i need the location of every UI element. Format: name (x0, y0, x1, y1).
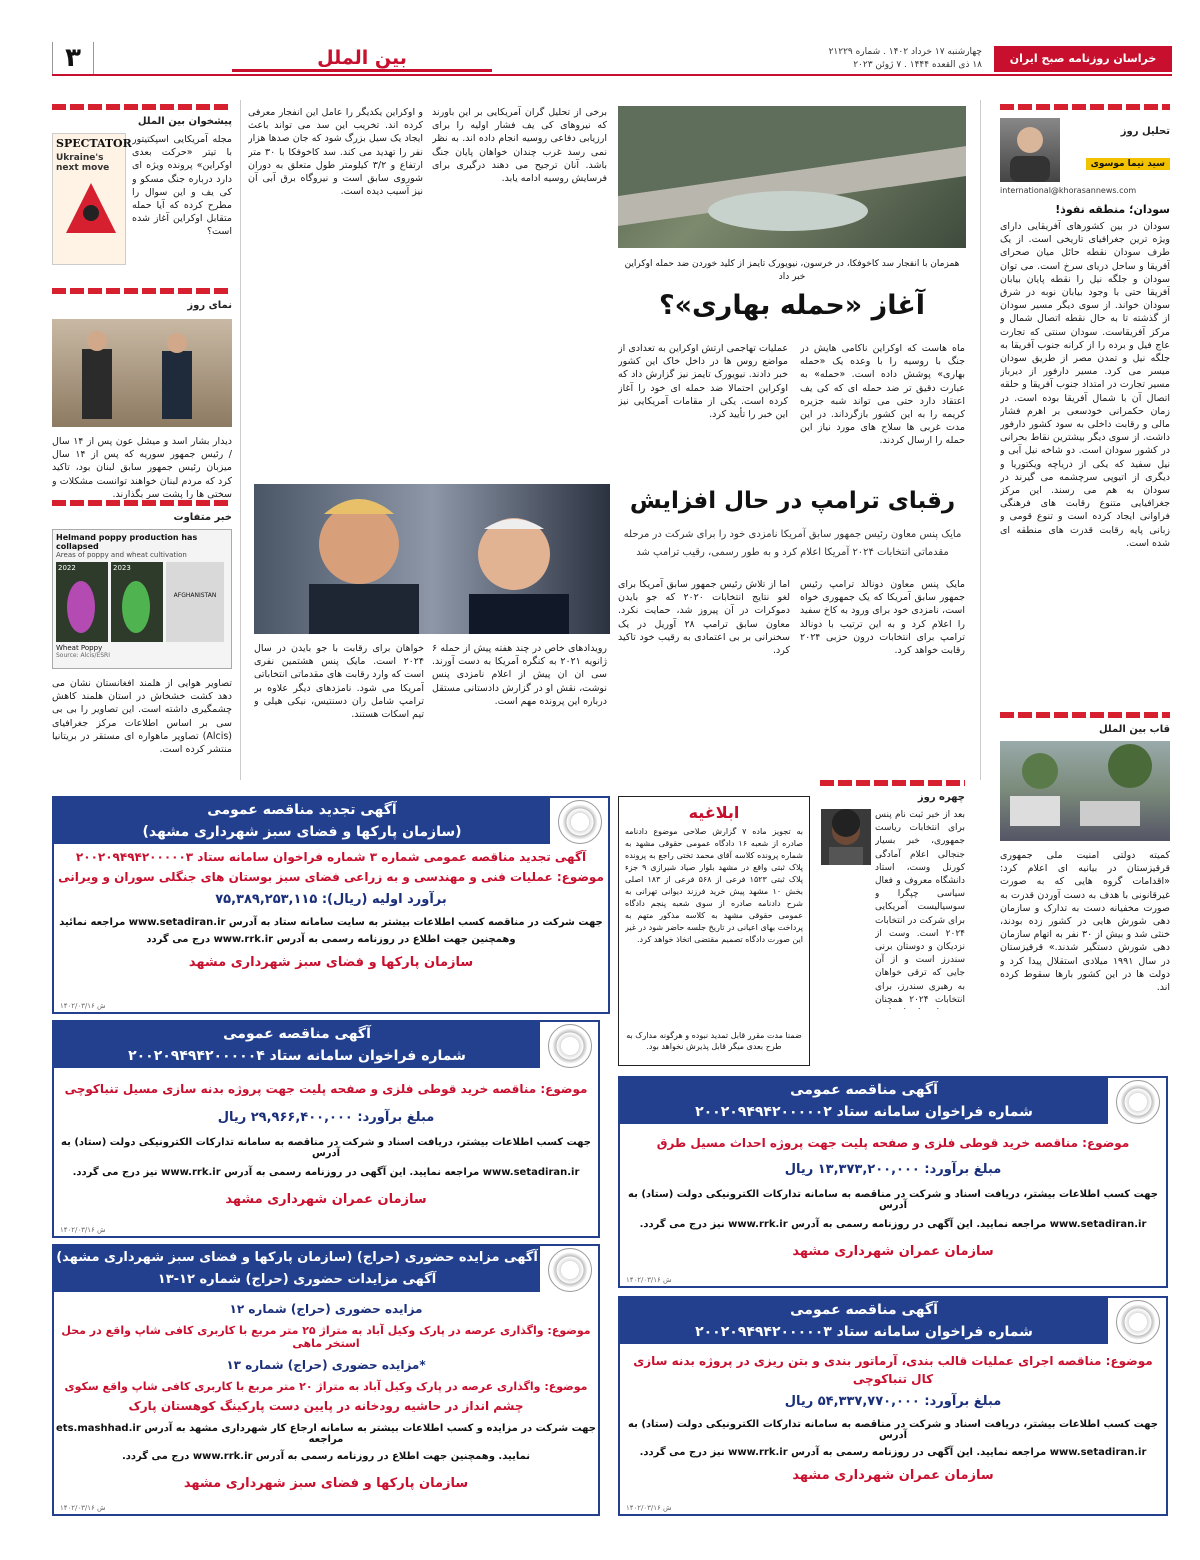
frame-photo (1000, 741, 1170, 841)
press-body: مجله آمریکایی اسپکتیتور با تیتر «حرکت بعدی اوکراین» پرونده ویژه ای دارد درباره جنگ مسکو و کی یف و این سوال را مطرح کرده که آیا حمله متقابل اوکراین آغاز شده است؟ (132, 134, 232, 238)
press-box (52, 104, 232, 283)
frame-box (1000, 712, 1170, 999)
tag-bar (52, 104, 232, 110)
ad-5-title: آگهی مناقصه عمومی (790, 1302, 938, 1318)
face-of-day-tag: چهره روز (917, 792, 965, 803)
date-line-1: چهارشنبه ۱۷ خرداد ۱۴۰۲ . شماره ۲۱۲۲۹ (828, 47, 982, 57)
trump-col-3: رویدادهای خاص در چند هفته پیش از حمله ۶ ژانویه ۲۰۲۱ به کنگره آمریکا به دست آورند. سی ان ان پیش از اعلام نامزدی پنس نوشت، نقش او در گزارش دادستانی مستقل درباره این پرونده مهم است. (432, 643, 607, 707)
ad-tender-3 (618, 1076, 1168, 1288)
ad-3-line-3: *مزایده حضوری (حراج) شماره ۱۳ (226, 1358, 426, 1372)
ad-2-line-1: موضوع: مناقصه خرید قوطی فلزی و صفحه پلیت جهت پروژه بدنه سازی مسیل تنباکوچی (64, 1082, 588, 1096)
page-header (52, 42, 1172, 76)
different-news-box (52, 500, 232, 777)
trump-lead-line-1: مایک پنس معاون رئیس جمهور سابق آمریکا نامزدی خود را برای شرکت در مرحله (623, 529, 962, 540)
analysis-title: سودان؛ منطقه نفوذ! (1055, 203, 1170, 216)
ad-3-line-7: نمایید. وهمچنین جهت اطلاع در روزنامه رسمی به آدرس www.rrk.ir درج می گردد. (121, 1451, 531, 1462)
main-col-1: ماه هاست که اوکراین ناکامی هایش در جنگ با روسیه را با وعده یک «حمله بهاری» پوشش داده است. «حمله» به عبارت دقیق تر ضد حمله ای که کی یف اعتقاد دارد حتی می تواند شبه جزیره کریمه را به این کشور بازگرداند. در این مدت غربی ها سلاح های مورد نیاز این حمله را ارسال کردند. (800, 343, 965, 447)
face-photo (821, 809, 871, 865)
ad-1-title: آگهی تجدید مناقصه عمومی (207, 802, 397, 818)
municipality-emblem-icon (548, 1248, 592, 1292)
ad-4-sign: سازمان عمران شهرداری مشهد (792, 1244, 994, 1259)
ad-5-subtitle: شماره فراخوان سامانه ستاد ۲۰۰۲۰۹۴۹۴۲۰۰۰۰۰۳ (695, 1324, 1033, 1340)
main-headline: آغاز «حمله بهاری»؟ (658, 290, 926, 321)
dam-caption: همزمان با انفجار سد کاخوفکا، در خرسون، نیویورک تایمز از کلید خوردن ضد حمله اوکراین خبر داد (624, 259, 960, 282)
analysis-column (1000, 104, 1170, 660)
column-divider (240, 100, 241, 780)
map-title: Helmand poppy production has collapsed (56, 533, 198, 551)
frame-tag: قاب بین الملل (1098, 724, 1170, 735)
ad-3-subtitle: آگهی مزایدات حضوری (حراج) شماره ۱۲-۱۳ (157, 1272, 437, 1287)
day-view-photo (52, 319, 232, 427)
page-number: ۳ (52, 42, 94, 74)
frame-caption: کمیته دولتی امنیت ملی جمهوری قرقیزستان در بیانیه ای اعلام کرد: «اقدامات گروه هایی که به صورت غیرقانونی با هدف به دست آوردن قدرت به صورت مخفیانه دست به تدارک و سازمان دهی شورش هایی در کشور زده بودند، خنثی شد و بیش از ۳۰ نفر به اتهام سازمان دهی شورش دستگیر شدند.» قرقیزستان در سال ۱۹۹۱ میلادی استقلال پیدا کرد و دولت ها در این کشور بارها سقوط کرده اند. (1000, 850, 1170, 994)
day-view-box (52, 288, 232, 499)
author-email[interactable]: international@khorasannews.com (1000, 186, 1137, 195)
ad-3-line-5: چشم انداز در حاشیه رودخانه در پایین دست پارکینگ کوهستان پارک (128, 1399, 524, 1413)
ad-5-line-4: جهت کسب اطلاعات بیشتر، دریافت اسناد و شرکت در مناقصه به سامانه تدارکات الکترونیکی دولت (ستاد) به آدرس (628, 1419, 1158, 1441)
trump-lead-line-2: مقدماتی انتخابات ۲۰۲۴ آمریکا اعلام کرد و به طور رسمی، رقیب ترامپ شد (636, 547, 949, 558)
column-divider (980, 100, 981, 780)
tag-bar (52, 288, 232, 294)
trump-col-2: اما از تلاش رئیس جمهور سابق آمریکا برای لغو نتایج انتخابات ۲۰۲۰ که جو بایدن دموکرات در آن پیروز شد، حمایت نکرد. معاون سابق ترامپ ۲۸ آوریل در یک سخنرانی بر بی اعتمادی به رقیب خود تاکید کرد. (618, 579, 790, 657)
author-photo (1000, 118, 1060, 182)
ad-2-title: آگهی مناقصه عمومی (223, 1026, 371, 1042)
ad-2-sign: سازمان عمران شهرداری مشهد (225, 1192, 427, 1207)
ad-2-code: ش ۱۴۰۲/۰۳/۱۶ (60, 1226, 106, 1234)
map-year-2: 2023 (113, 564, 131, 572)
ad-3-line-6: جهت شرکت در مزایده و کسب اطلاعات بیشتر به سامانه ارجاع کار شهرداری مشهد به آدرس ets.mashhad.ir مراجعه (56, 1423, 596, 1445)
ad-4-line-1: موضوع: مناقصه خرید قوطی فلزی و صفحه پلیت جهت پروژه احداث مسیل طرق (656, 1136, 1130, 1150)
notice-footer: ضمنا مدت مقرر قابل تمدید نبوده و هرگونه مدارک به طرح بعدی میگر قابل پذیرش نخواهد بود. (626, 1031, 802, 1051)
ad-3-line-4: موضوع: واگذاری عرصه در پارک وکیل آباد به متراژ ۲۰ متر مربع با کاربری کافی شاپ واقع سکوی (64, 1380, 588, 1393)
ad-5-line-3: مبلغ برآورد: ۵۴,۳۳۷,۷۷۰,۰۰۰ ریال (784, 1394, 1002, 1409)
municipality-emblem-icon (558, 800, 602, 844)
press-tag: پیشخوان بین الملل (137, 116, 232, 127)
person-icon (1000, 118, 1060, 182)
ad-5-sign: سازمان عمران شهرداری مشهد (792, 1468, 994, 1483)
ad-1-line-5: وهمچنین جهت اطلاع در روزنامه رسمی به آدرس www.rrk.ir درج می گردد (146, 934, 516, 945)
ad-3-header (54, 1246, 540, 1292)
map-year-1: 2022 (58, 564, 76, 572)
magazine-cover (52, 133, 132, 265)
newspaper-logo: خراسان روزنامه صبح ایران (994, 46, 1172, 72)
ad-1-line-3: برآورد اولیه (ریال): ۷۵,۳۸۹,۲۵۳,۱۱۵ (215, 892, 447, 907)
ad-3-title: آگهی مزایده حضوری (حراج) (سازمان پارکها و فضای سبز شهرداری مشهد) (56, 1250, 538, 1265)
main-col-2: عملیات تهاجمی ارتش اوکراین به تعدادی از مواضع روس ها در داخل خاک این کشور خبر دادند. نیویورک تایمز نیز گزارش داد که اوکراین احتمالا ضد حمله ای خود را آغاز کرده است. یکی از مقامات آمریکایی نیز این خبر را تأیید کرد. (618, 343, 788, 421)
trump-headline: رقبای ترامپ در حال افزایش (629, 488, 956, 514)
magazine-subtitle: Ukraine's next move (56, 153, 110, 173)
ad-1-line-4: جهت شرکت در مناقصه کسب اطلاعات بیشتر به سایت سامانه ستاد به آدرس www.setadiran.ir مراجعه نمائید (59, 917, 603, 928)
notice-box (618, 796, 810, 1066)
ad-tender-4 (618, 1296, 1168, 1516)
map-source: Source: Alcis/ESRI (56, 652, 110, 659)
cover-illustration-icon (56, 173, 122, 243)
date-line-2: ۱۸ ذی القعده ۱۴۴۴ . ۷ ژوئن ۲۰۲۳ (853, 60, 982, 70)
ad-4-line-4: www.setadiran.ir مراجعه نمایید. این آگهی در روزنامه رسمی به آدرس www.rrk.ir نیز درج می گردد. (639, 1219, 1147, 1230)
tag-bar (52, 500, 232, 506)
ad-2-line-4: www.setadiran.ir مراجعه نمایید. این آگهی در روزنامه رسمی به آدرس www.rrk.ir نیز درج می گردد. (72, 1167, 580, 1178)
ad-5-line-5: www.setadiran.ir مراجعه نمایید. این آگهی در روزنامه رسمی به آدرس www.rrk.ir نیز درج می گردد. (639, 1447, 1147, 1458)
ad-1-header (54, 798, 550, 844)
ad-2-line-2: مبلغ برآورد: ۲۹,۹۶۶,۴۰۰,۰۰۰ ریال (217, 1110, 435, 1125)
portraits-image-icon (254, 484, 610, 634)
map-subtitle: Areas of poppy and wheat cultivation (56, 551, 187, 559)
main-col-4: و اوکراین یکدیگر را عامل این انفجار معرفی کرده اند. تخریب این سد می تواند باعث ایجاد یک سیل بزرگ شود که جان صدها هزار نفر را تهدید می کند. سد کاخوفکا با ۳۰ متر ارتفاع و ۳/۲ کیلومتر طول متعلق به دوران شوروی سابق است و نیروگاه برق آبی آن نیز آسیب دیده است. (248, 107, 423, 198)
map-legend: Wheat Poppy (56, 644, 103, 652)
ad-4-title: آگهی مناقصه عمومی (790, 1082, 938, 1098)
ad-3-code: ش ۱۴۰۲/۰۳/۱۶ (60, 1504, 106, 1512)
day-view-tag: نمای روز (187, 300, 232, 311)
tag-bar (1000, 712, 1170, 718)
ad-1-line-2: موضوع: عملیات فنی و مهندسی و به زراعی فضای سبز بوستان های جنگلی سوران و ویرانی (58, 870, 604, 884)
issue-date (829, 46, 982, 72)
ad-4-line-2: مبلغ برآورد: ۱۳,۳۷۳,۲۰۰,۰۰۰ ریال (784, 1162, 1002, 1177)
notice-title: ابلاغیه (688, 803, 740, 822)
map-place: AFGHANISTAN (166, 562, 224, 642)
analysis-body: سودان در بین کشورهای آفریقایی دارای ویژه ترین جغرافیای تاریخی است. از یک طرف سودان نقطه حائل میان صحرای آفریقا و ساحل دریای سرخ است. می توان سودان و جلگه نیل را نقطه پایان بیابان آفریقا حتی با وجود بیابان نوبه در شرق سودان خواند. از سوی دیگر مسیر سودان از گذشته تا به حال نقطه اتصال شمال و مرکز آفریقاست. سودان سنتی که تجارت عاج فیل و برده را از کرانه جنوب آفریقا به جلگه نیل و تمدن مصر از طریق سودان میسر می کرد. مسیر دارفور از دیرباز مسیر تجارت در امتداد جنوب آفریقا و حلقه اتصال آن با شمال آفریقا بوده است. در زمان حکمرانی خودسعی بر اهرم فشار مالی و رقابت داخلی به سود کشور دارفور داشت. از سوی دیگر بیشترین نقاط بحرانی در کشور سودان است. دو شاخه نیل آبی و نیل سفید که یکی از دریاچه ویکتوریا و دیگری از اتیوپی سرچشمه می گیرند در سودان به هم می رسند. این مرکز جغرافیایی متنوع رقابت های فرهنگی فراوانی ایجاد کرده است و تنوع قومی و زبانی پایه رقابت قدرت های منطقه ای شده است. (1000, 221, 1170, 549)
ad-3-line-1: مزایده حضوری (حراج) شماره ۱۲ (229, 1302, 423, 1316)
ad-1-subtitle: (سازمان پارکها و فضای سبز شهرداری مشهد) (142, 824, 462, 840)
municipality-emblem-icon (1116, 1300, 1160, 1344)
ad-tender-2 (52, 1020, 600, 1238)
ad-4-subtitle: شماره فراخوان سامانه ستاد ۲۰۰۲۰۹۴۹۴۲۰۰۰۰۰۲ (695, 1104, 1033, 1120)
map-2022 (56, 562, 108, 642)
ad-5-code: ش ۱۴۰۲/۰۳/۱۶ (626, 1504, 672, 1512)
ad-2-line-3: جهت کسب اطلاعات بیشتر، دریافت اسناد و شرکت در مناقصه به سامانه تدارکات الکترونیکی دولت (ستاد) به آدرس (61, 1137, 591, 1159)
ad-4-header (620, 1078, 1108, 1124)
ad-2-header (54, 1022, 540, 1068)
notice-body: به تجویز ماده ۷ گزارش صلاحی موضوع دادنامه صادره از شعبه ۱۶ دادگاه عمومی حقوقی مشهد به شماره پرونده کلاسه آقای محمد تختی راجع به پرونده پلاک ثبتی واقع در مشهد بلوار صیاد شیرازی ۹ جزء پلاک ثبتی ۱۵۲۳ فرعی از ۵۶۸ فرعی از ۱۸۳ اصلی بخش ۱۰ مشهد پیش خرید فرزند دیوانی تهرانی به شرح دادنامه صادره از سوی شعبه پنجم دادگاه عمومی حقوقی مشهد به کلاسه مذکور متهم به پرداخت بهای اعیانی در تاریخ جلسه حاضر شود در غیر این صورت دادگاه تصمیم مقتضی اتخاذ خواهد کرد. (625, 827, 803, 944)
helmand-map (52, 529, 232, 669)
trump-pence-photo (254, 484, 610, 634)
ad-4-code: ش ۱۴۰۲/۰۳/۱۶ (626, 1276, 672, 1284)
municipality-emblem-icon (548, 1024, 592, 1068)
person-icon (821, 809, 871, 865)
magazine-title: SPECTATOR (56, 137, 132, 150)
trump-lead (620, 526, 965, 562)
tag-bar (1000, 104, 1170, 110)
ad-tender-1 (52, 796, 610, 1014)
ad-3-sign: سازمان پارکها و فضای سبز شهرداری مشهد (183, 1476, 469, 1491)
ad-5-line-1: موضوع: مناقصه اجرای عملیات قالب بندی، آرماتور بندی و بتن ریزی در پروژه بدنه سازی (633, 1354, 1153, 1368)
main-col-3: برخی از تحلیل گران آمریکایی بر این باورند که نیروهای کی یف فشار اولیه را برای ارزیابی دفاعی روسیه انجام داده اند. به نظر نمی رسد غرب چندان خواهان پایان جنگ باشد. آنان ترجیح می دهند درگیری برای فرسایش روسیه ادامه یابد. (432, 107, 607, 185)
meeting-image-icon (52, 319, 232, 427)
dam-image-icon (618, 106, 966, 248)
different-news-tag: خبر متفاوت (173, 512, 232, 523)
ad-3-line-2: موضوع: واگذاری عرصه در پارک وکیل آباد به متراژ ۲۵ متر مربع با کاربری کافی شاپ واقع در محل استخر ماهی (61, 1324, 591, 1350)
day-view-caption: دیدار بشار اسد و میشل عون پس از ۱۴ سال / رئیس جمهور سوریه که پس از ۱۴ سال میزبان رئیس جمهور سابق لبنان بود، تاکید کرد که مردم لبنان خواهند توانست مشکلات و سختی ها را پشت سر بگذارند. (52, 436, 232, 499)
different-news-caption: تصاویر هوایی از هلمند افغانستان نشان می دهد کشت خشخاش در استان هلمند کاهش چشمگیری داشته است. این تصاویر را بی بی سی بر اساس اطلاعات مرکز جغرافیای (Alcis) تصاویر ماهواره ای مستقر در بریتانیا منتشر کرده است. (52, 678, 232, 756)
ad-1-code: ش ۱۴۰۲/۰۳/۱۶ (60, 1002, 106, 1010)
ad-auction (52, 1244, 600, 1516)
face-of-day-body: بعد از خبر ثبت نام پنس برای انتخابات ریاست جمهوری، خبر بسیار جنجالی اعلام آمادگی کورنل وست، استاد دانشگاه معروف و فعال سیاسی چپگرا و سوسیالیست آمریکایی برای شرکت در انتخابات ۲۰۲۴ است. وست از نزدیکان و دوستان برنی سندرز است و از آن جایی که ترقی خواهان به رهبری سندرز، برای انتخابات ۲۰۲۴ همچنان (875, 810, 965, 1005)
ad-1-sign: سازمان پارکها و فضای سبز شهرداری مشهد (188, 955, 474, 970)
trump-col-4: خواهان برای رقابت با جو بایدن در سال ۲۰۲۴ است. مایک پنس هشتمین نفری است که وارد رقابت های مقدماتی انتخاباتی آمریکا می شود. نامزدهای دیگر علاوه بر ترامپ شامل ران دسنتیس، نیکی هیلی و تیم اسکات هستند. (254, 643, 424, 721)
map-2023 (111, 562, 163, 642)
crowd-image-icon (1000, 741, 1170, 841)
municipality-emblem-icon (1116, 1080, 1160, 1124)
dam-photo (618, 106, 966, 248)
poppy-area-icon (56, 562, 108, 642)
ad-1-line-1: آگهی تجدید مناقصه عمومی شماره ۳ شماره فراخوان سامانه ستاد ۲۰۰۲۰۹۴۹۴۲۰۰۰۰۰۳ (75, 850, 587, 864)
ad-5-header (620, 1298, 1108, 1344)
wheat-area-icon (111, 562, 163, 642)
ad-2-subtitle: شماره فراخوان سامانه ستاد ۲۰۰۲۰۹۴۹۴۲۰۰۰۰۰۴ (128, 1048, 466, 1064)
ad-4-line-3: جهت کسب اطلاعات بیشتر، دریافت اسناد و شرکت در مناقصه به سامانه تدارکات الکترونیکی دولت (ستاد) به آدرس (628, 1189, 1158, 1211)
tag-bar (820, 780, 965, 786)
analysis-tag: تحلیل روز (1120, 126, 1170, 137)
section-title: بین الملل (232, 44, 492, 72)
author-name: سید نیما موسوی (1086, 158, 1170, 170)
face-of-day-box (820, 780, 965, 1009)
trump-col-1: مایک پنس معاون دونالد ترامپ رئیس جمهور سابق آمریکا که یک جمهوری خواه است، نامزدی خود برای ورود به کاخ سفید را اعلام کرد و به این ترتیب با دونالد ترامپ برای انتخابات درون حزبی ۲۰۲۴ رقابت خواهد کرد. (800, 579, 965, 657)
ad-5-line-2: کال تنباکوچی (852, 1372, 934, 1386)
